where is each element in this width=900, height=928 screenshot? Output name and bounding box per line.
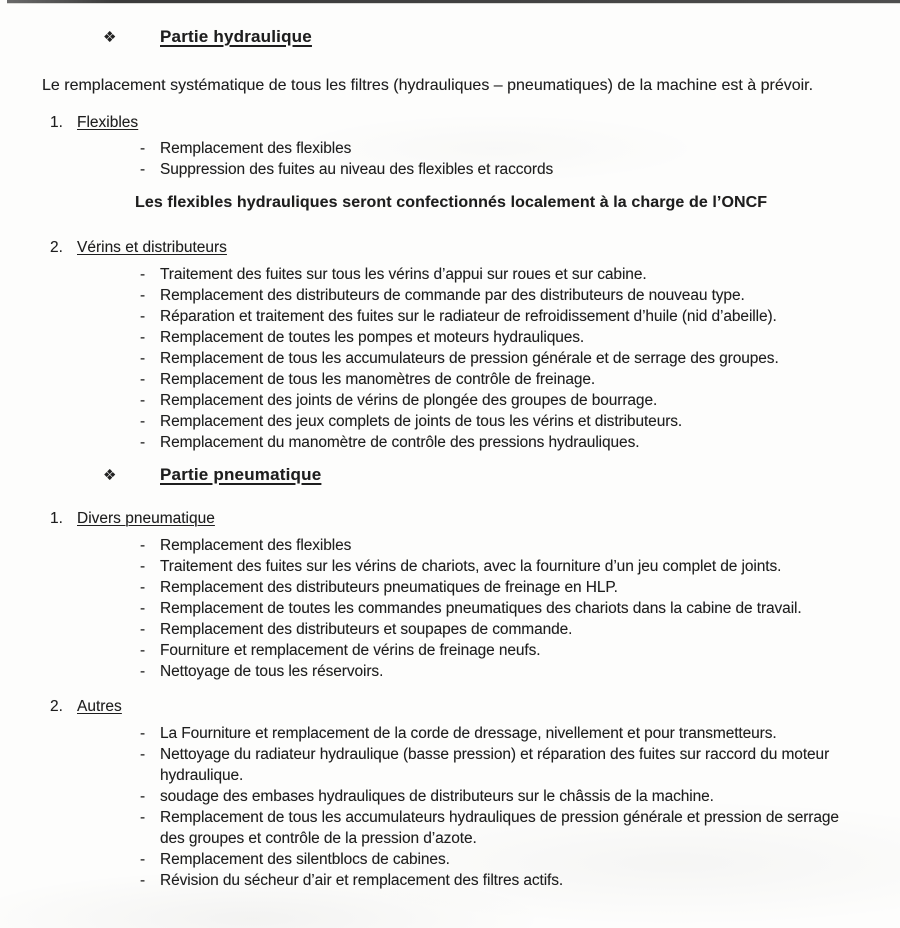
list-item bbox=[140, 661, 900, 682]
dash-bullet: - bbox=[140, 600, 146, 617]
list-item bbox=[140, 598, 900, 619]
list-item-text: Remplacement des distributeurs pneumatiques de freinage en HLP. bbox=[160, 579, 618, 596]
dash-bullet: - bbox=[140, 579, 146, 596]
dash-bullet: - bbox=[140, 266, 146, 283]
section-title: Autres bbox=[77, 698, 122, 715]
list-item bbox=[140, 159, 900, 180]
dash-bullet: - bbox=[140, 371, 146, 388]
list-item bbox=[140, 327, 900, 348]
list-item bbox=[140, 432, 900, 453]
heading-title: Partie pneumatique bbox=[160, 465, 322, 484]
section-number: 1. bbox=[50, 114, 63, 131]
list-item-text: Remplacement des joints de vérins de plongée des groupes de bourrage. bbox=[160, 392, 658, 409]
list-item-text: Remplacement des jeux complets de joints de tous les vérins et distributeurs. bbox=[160, 413, 683, 430]
dash-bullet: - bbox=[140, 746, 146, 763]
dash-bullet: - bbox=[140, 329, 146, 346]
list-item-text: Nettoyage de tous les réservoirs. bbox=[160, 663, 384, 680]
dash-bullet: - bbox=[140, 663, 146, 680]
list-item-text: Remplacement de tous les accumulateurs de pression générale et de serrage des groupes. bbox=[160, 350, 779, 367]
list-divers bbox=[140, 535, 900, 682]
bold-note-oncf: Les flexibles hydrauliques seront confectionnés localement à la charge de l’ONCF bbox=[135, 194, 768, 211]
section-number: 2. bbox=[50, 698, 63, 715]
list-item-text: Remplacement des distributeurs de commande par des distributeurs de nouveau type. bbox=[160, 287, 745, 304]
heading-partie-hydraulique bbox=[103, 27, 900, 48]
section-header-verins bbox=[50, 238, 900, 258]
section-header-flexibles bbox=[50, 113, 900, 133]
section-number: 2. bbox=[50, 239, 63, 256]
dash-bullet: - bbox=[140, 537, 146, 554]
list-item-text: Suppression des fuites au niveau des flexibles et raccords bbox=[160, 161, 554, 178]
list-verins bbox=[140, 264, 900, 453]
list-item-text: Réparation et traitement des fuites sur le radiateur de refroidissement d’huile (nid d’abeille). bbox=[160, 308, 777, 325]
dash-bullet: - bbox=[140, 851, 146, 868]
list-item bbox=[140, 786, 900, 807]
dash-bullet: - bbox=[140, 558, 146, 575]
list-item bbox=[140, 744, 900, 786]
list-item-text: Remplacement de toutes les commandes pneumatiques des chariots dans la cabine de travail. bbox=[160, 600, 802, 617]
list-item bbox=[140, 556, 900, 577]
list-item-text: Remplacement des flexibles bbox=[160, 140, 352, 157]
dash-bullet: - bbox=[140, 872, 146, 889]
list-item bbox=[140, 264, 900, 285]
list-item bbox=[140, 870, 900, 891]
dash-bullet: - bbox=[140, 809, 146, 826]
dash-bullet: - bbox=[140, 413, 146, 430]
list-item-text: Fourniture et remplacement de vérins de freinage neufs. bbox=[160, 642, 541, 659]
section-number: 1. bbox=[50, 510, 63, 527]
section-header-autres bbox=[50, 697, 900, 717]
dash-bullet: - bbox=[140, 140, 146, 157]
list-item-text: Traitement des fuites sur tous les vérins d’appui sur roues et sur cabine. bbox=[160, 266, 647, 283]
list-item-text: Traitement des fuites sur les vérins de chariots, avec la fourniture d’un jeu complet de joints. bbox=[160, 558, 782, 575]
list-item-text: La Fourniture et remplacement de la corde de dressage, nivellement et pour transmetteurs. bbox=[160, 725, 777, 742]
list-item bbox=[140, 306, 900, 327]
list-item-text: Nettoyage du radiateur hydraulique (basse pression) et réparation des fuites sur raccord du moteur hydraulique. bbox=[160, 746, 830, 784]
list-item bbox=[140, 390, 900, 411]
dash-bullet: - bbox=[140, 161, 146, 178]
scan-top-border bbox=[7, 0, 900, 4]
section-title: Vérins et distributeurs bbox=[77, 239, 227, 256]
list-item-text: Remplacement de tous les accumulateurs hydrauliques de pression générale et pression de serrage des groupes et contrôle de la pression d’azote. bbox=[160, 809, 839, 847]
dash-bullet: - bbox=[140, 434, 146, 451]
dash-bullet: - bbox=[140, 621, 146, 638]
diamond-bullet-icon: ❖ bbox=[103, 29, 117, 46]
dash-bullet: - bbox=[140, 287, 146, 304]
list-item bbox=[140, 138, 900, 159]
list-item-text: Remplacement des distributeurs et soupapes de commande. bbox=[160, 621, 573, 638]
dash-bullet: - bbox=[140, 350, 146, 367]
section-title: Flexibles bbox=[77, 114, 139, 131]
list-item bbox=[140, 577, 900, 598]
list-item bbox=[140, 535, 900, 556]
dash-bullet: - bbox=[140, 308, 146, 325]
list-item-text: Remplacement de tous les manomètres de contrôle de freinage. bbox=[160, 371, 596, 388]
list-item bbox=[140, 849, 900, 870]
list-item-text: Remplacement des flexibles bbox=[160, 537, 352, 554]
list-item-text: Remplacement du manomètre de contrôle des pressions hydrauliques. bbox=[160, 434, 640, 451]
dash-bullet: - bbox=[140, 788, 146, 805]
list-item bbox=[140, 807, 900, 849]
list-item-text: Remplacement de toutes les pompes et moteurs hydrauliques. bbox=[160, 329, 585, 346]
diamond-bullet-icon: ❖ bbox=[103, 467, 117, 484]
list-item bbox=[140, 369, 900, 390]
list-flexibles bbox=[140, 138, 900, 180]
dash-bullet: - bbox=[140, 392, 146, 409]
list-item bbox=[140, 411, 900, 432]
heading-partie-pneumatique bbox=[103, 465, 900, 486]
section-title: Divers pneumatique bbox=[77, 510, 215, 527]
intro-paragraph: Le remplacement systématique de tous les filtres (hydrauliques – pneumatiques) de la machine est à prévoir. bbox=[42, 77, 814, 94]
list-item-text: Remplacement des silentblocs de cabines. bbox=[160, 851, 450, 868]
list-item bbox=[140, 723, 900, 744]
heading-title: Partie hydraulique bbox=[160, 27, 312, 46]
dash-bullet: - bbox=[140, 725, 146, 742]
section-header-divers bbox=[50, 509, 900, 529]
list-item-text: Révision du sécheur d’air et remplacement des filtres actifs. bbox=[160, 872, 564, 889]
list-item bbox=[140, 285, 900, 306]
list-item-text: soudage des embases hydrauliques de distributeurs sur le châssis de la machine. bbox=[160, 788, 714, 805]
list-item bbox=[140, 348, 900, 369]
list-item bbox=[140, 619, 900, 640]
list-item bbox=[140, 640, 900, 661]
dash-bullet: - bbox=[140, 642, 146, 659]
list-autres bbox=[140, 723, 900, 891]
